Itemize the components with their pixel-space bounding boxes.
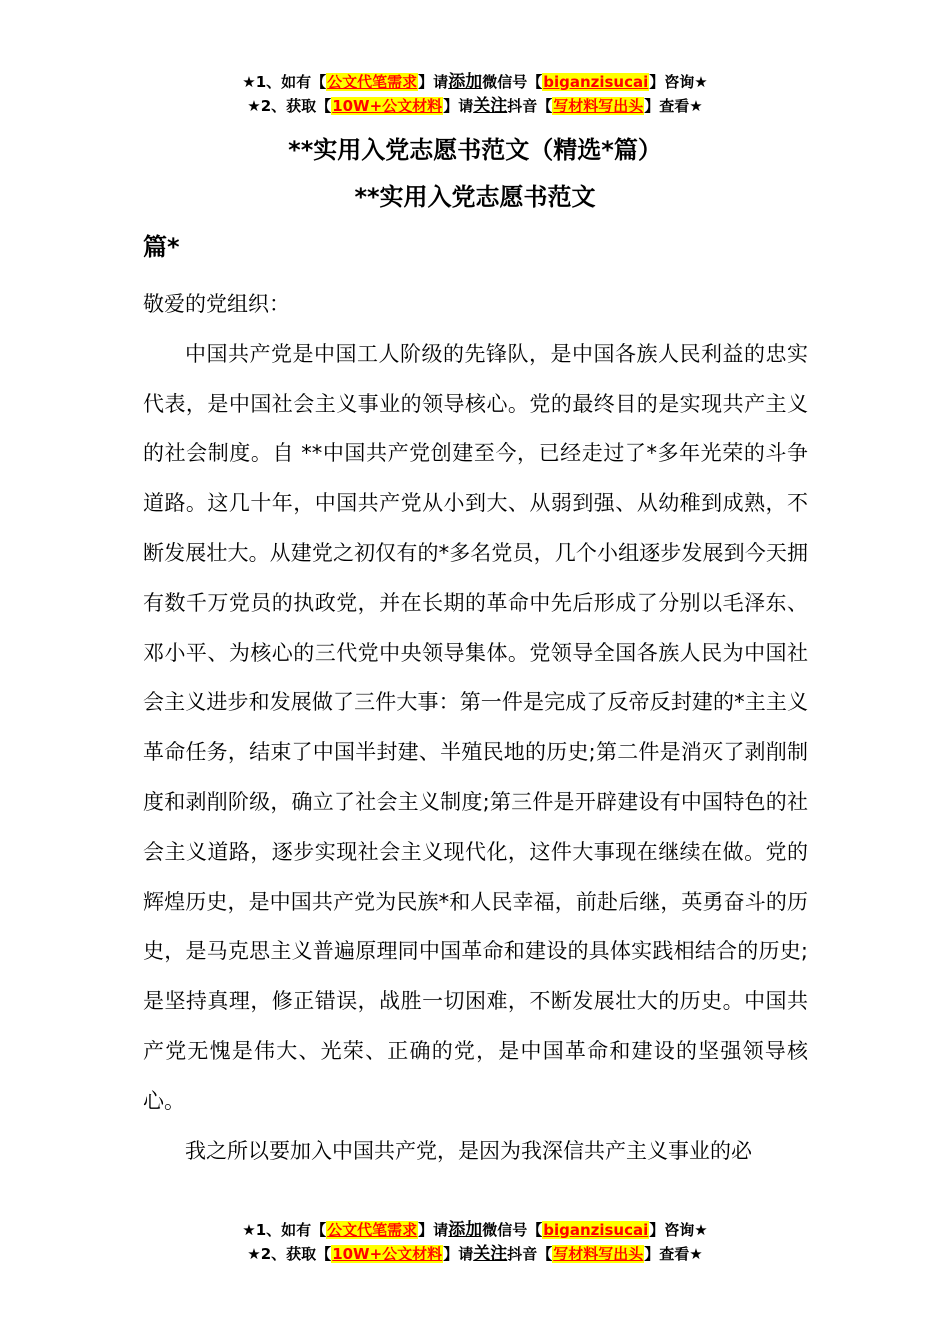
promo-highlight: 写材料写出头: [553, 1245, 644, 1263]
promo-emphasis: 关注: [473, 1244, 508, 1264]
promo-highlight: biganzisucai: [543, 73, 649, 91]
promo-text: 】请: [443, 1245, 474, 1263]
promo-emphasis: 添加: [448, 72, 483, 92]
promo-banner-bottom: [0, 1218, 950, 1266]
promo-highlight: 10W+公文材料: [332, 1245, 443, 1263]
promo-line-1: [0, 70, 950, 94]
promo-text: ★2、获取【: [247, 97, 332, 115]
promo-banner-top: [0, 70, 950, 118]
section-label: 篇*: [143, 233, 180, 261]
promo-highlight: 公文代笔需求: [327, 73, 418, 91]
promo-text: 抖音【: [507, 97, 553, 115]
promo-highlight: 10W+公文材料: [332, 97, 443, 115]
promo-text: 抖音【: [507, 1245, 553, 1263]
body-paragraph: 中国共产党是中国工人阶级的先锋队，是中国各族人民利益的忠实代表，是中国社会主义事业的领导核心。党的最终目的是实现共产主义的社会制度。自 **中国共产党创建至今，已经走过了*多年光荣的斗争道路。这几十年，中国共产党从小到大、从弱到强、从幼稚到成熟，不断发展壮大。从建党之初仅有的*多名党员，几个小组逐步发展到今天拥有数千万党员的执政党，并在长期的革命中先后形成了分别以毛泽东、邓小平、为核心的三代党中央领导集体。党领导全国各族人民为中国社会主义进步和发展做了三件大事：第一件是完成了反帝反封建的*主主义革命任务，结束了中国半封建、半殖民地的历史;第二件是消灭了剥削制度和剥削阶级，确立了社会主义制度;第三件是开辟建设有中国特色的社会主义道路，逐步实现社会主义现代化，这件大事现在继续在做。党的辉煌历史，是中国共产党为民族*和人民幸福，前赴后继，英勇奋斗的历史，是马克思主义普遍原理同中国革命和建设的具体实践相结合的历史;是坚持真理，修正错误，战胜一切困难，不断发展壮大的历史。中国共产党无愧是伟大、光荣、正确的党，是中国革命和建设的坚强领导核心。: [143, 341, 808, 1113]
promo-highlight: 写材料写出头: [553, 97, 644, 115]
promo-line-2: [0, 94, 950, 118]
promo-emphasis: 关注: [473, 96, 508, 116]
document-body: [143, 280, 808, 1176]
promo-text: 】请: [418, 1221, 449, 1239]
promo-text: ★2、获取【: [247, 1245, 332, 1263]
promo-text: 】咨询★: [649, 1221, 708, 1239]
promo-text: 】请: [418, 73, 449, 91]
promo-text: ★1、如有【: [242, 1221, 327, 1239]
promo-highlight: biganzisucai: [543, 1221, 649, 1239]
promo-text: ★1、如有【: [242, 73, 327, 91]
promo-highlight: 公文代笔需求: [327, 1221, 418, 1239]
salutation: 敬爱的党组织：: [143, 292, 290, 316]
promo-text: 】查看★: [644, 97, 703, 115]
promo-text: 】查看★: [644, 1245, 703, 1263]
promo-line-1: [0, 1218, 950, 1242]
promo-text: 】咨询★: [649, 73, 708, 91]
promo-line-2: [0, 1242, 950, 1266]
body-paragraph: 我之所以要加入中国共产党，是因为我深信共产主义事业的必: [185, 1138, 752, 1163]
document-subtitle: **实用入党志愿书范文: [354, 183, 596, 211]
document-title: **实用入党志愿书范文（精选*篇）: [288, 136, 662, 164]
promo-text: 】请: [443, 97, 474, 115]
promo-emphasis: 添加: [448, 1220, 483, 1240]
promo-text: 微信号【: [482, 1221, 543, 1239]
promo-text: 微信号【: [482, 73, 543, 91]
